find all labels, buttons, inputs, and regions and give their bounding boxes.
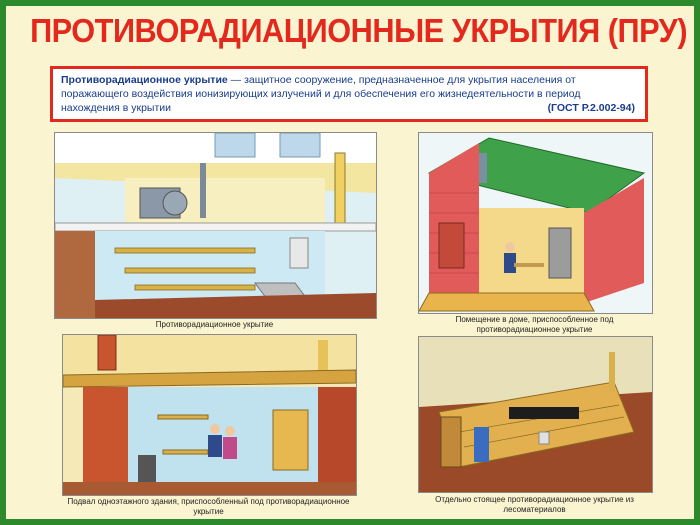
definition-box [50,66,648,122]
caption-basement-building: Подвал одноэтажного здания, приспособленный под противорадиационное укрытие [67,497,350,516]
illustration-shelter-basement [54,132,377,319]
definition-text: — защитное сооружение, предназначенное для укрытия населения от поражающего воздействия ионизирующих излучений и для обеспечения его жизнедеятельности в период нахождения в укрытии [61,74,581,114]
poster [6,6,694,519]
definition-source: (ГОСТ Р.2.002-94) [547,102,635,114]
caption-shelter-basement: Противорадиационное укрытие [155,320,274,329]
caption-timber-shelter: Отдельно стоящее противорадиационное укрытие из лесоматериалов [435,495,634,514]
illustration-house-room [418,132,653,314]
illustration-basement-building [62,334,357,496]
caption-house-room: Помещение в доме, приспособленное под противорадиационное укрытие [455,315,614,334]
definition-term: Противорадиационное укрытие [61,74,228,86]
page-title: ПРОТИВОРАДИАЦИОННЫЕ УКРЫТИЯ (ПРУ) [30,12,688,49]
illustration-timber-shelter [418,336,653,493]
